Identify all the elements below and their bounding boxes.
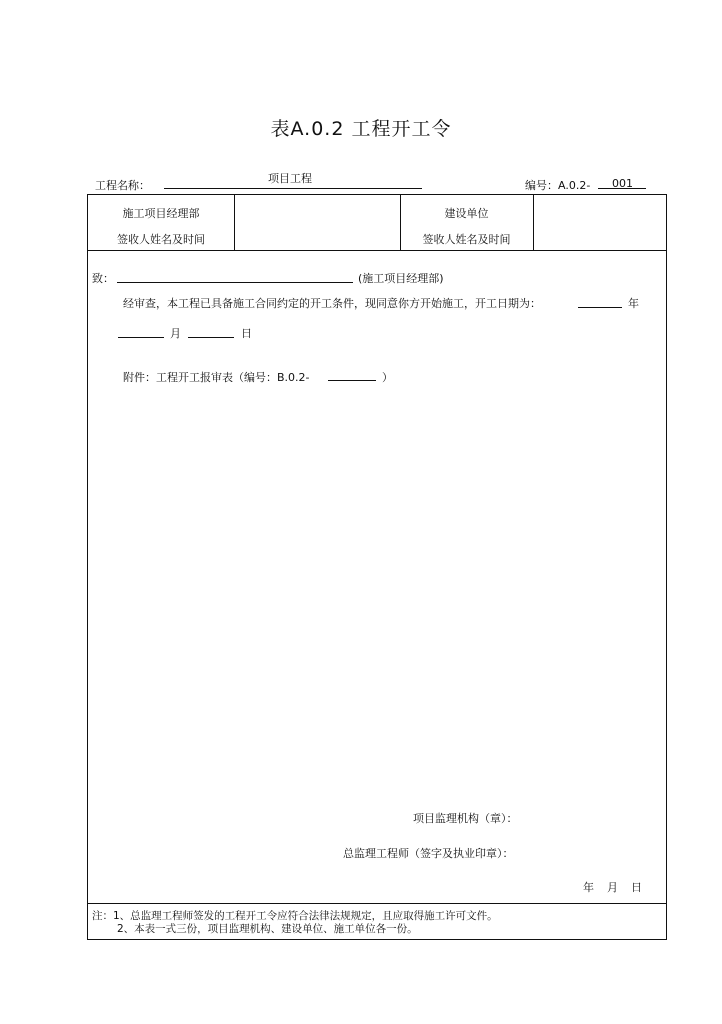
receiver-label-1: 签收人姓名及时间 [117,233,205,246]
sign-month: 月 [607,881,618,894]
chief-engineer-label: 总监理工程师（签字及执业印章）： [343,847,514,860]
receiver-label-2: 签收人姓名及时间 [422,233,511,246]
attachment-number-field[interactable] [328,380,376,381]
project-name-label: 工程名称： [95,179,150,192]
main-text: 经审查，本工程已具备施工合同约定的开工条件，现同意你方开始施工，开工日期为： [123,297,541,310]
start-month-field[interactable] [118,337,164,338]
start-year-field[interactable] [578,307,622,308]
form-number-label: 编号：A.0.2- [525,179,591,192]
form-title: 表A.0.2 工程开工令 [270,118,452,140]
to-label: 致： [92,272,114,285]
project-name-underline [164,188,422,189]
project-name-value[interactable]: 项目工程 [268,172,312,185]
recipient-suffix: (施工项目经理部) [358,272,444,285]
sign-year: 年 [583,881,594,894]
form-number-value[interactable]: 001 [612,177,633,190]
construction-dept-signature-cell[interactable] [235,196,399,249]
year-char: 年 [628,297,639,310]
attachment-text: 附件：工程开工报审表（编号：B.0.2- [123,371,310,384]
day-char: 日 [241,327,252,340]
form-number-underline [598,188,646,189]
owner-unit-label: 建设单位 [444,207,489,220]
month-char: 月 [170,327,181,340]
notes-divider [88,903,666,904]
recipient-field[interactable] [117,282,353,283]
note-line-1: 注：1、总监理工程师签发的工程开工令应符合法律法规规定，且应取得施工许可文件。 [92,910,498,922]
sign-day: 日 [631,881,642,894]
start-day-field[interactable] [188,337,234,338]
owner-unit-signature-cell[interactable] [534,196,665,249]
attachment-close: ） [382,371,393,384]
construction-dept-label: 施工项目经理部 [122,207,200,220]
supervision-org-label: 项目监理机构（章）： [413,812,518,825]
note-line-2: 2、本表一式三份，项目监理机构、建设单位、施工单位各一份。 [117,923,418,935]
table-divider [88,250,666,251]
